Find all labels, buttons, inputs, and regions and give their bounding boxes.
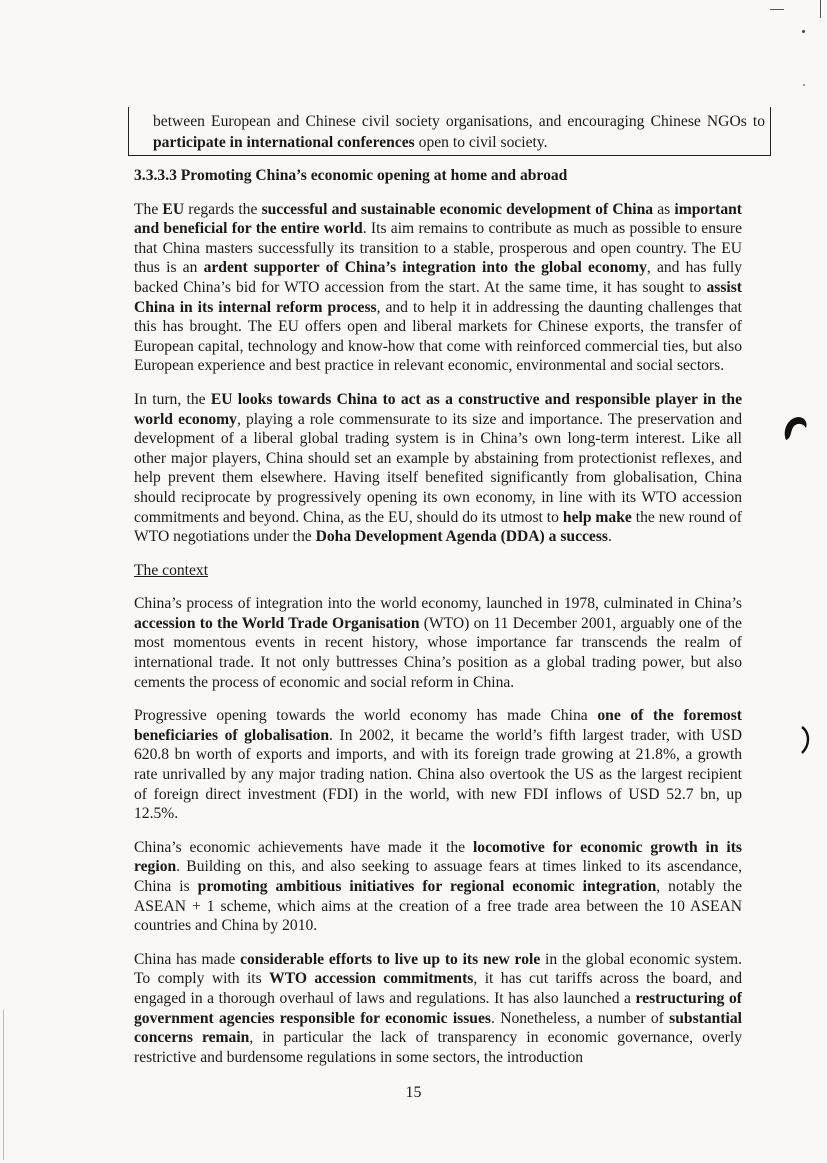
binder-hole-icon: [798, 725, 814, 755]
speck-icon: [803, 84, 805, 86]
paragraph: China’s economic achievements have made it the locomotive for economic growth in its region. Building on this, and also seeking to assuage fears at times linked to its ascendance, China is promoting ambitious initiatives for regional economic integration, notably the ASEAN + 1 scheme, which aims at the creation of a free trade area between the 10 ASEAN countries and China by 2010.: [134, 838, 742, 935]
paragraph: Progressive opening towards the world economy has made China one of the foremost beneficiaries of globalisation. In 2002, it became the world’s fifth largest trader, with USD 620.8 bn worth of exports and imports, and with its foreign trade growing at 21.8%, a growth rate unrivalled by any major trading nation. China also overtook the US as the largest recipient of foreign direct investment (FDI) in the world, with new FDI inflows of USD 52.7 bn, up 12.5%.: [134, 707, 742, 823]
section-heading: 3.3.3.3 Promoting China’s economic opening at home and abroad: [134, 167, 568, 184]
paragraph: The EU regards the successful and sustainable economic development of China as important and beneficial for the entire world. Its aim remains to contribute as much as possible to ensure that China masters successfully its transition to a stable, prosperous and open country. The EU thus is an ardent supporter of China’s integration into the global economy, and has fully backed China’s bid for WTO accession from the start. At the same time, it has sought to assist China in its internal reform process, and to help it in addressing the daunting challenges that this has brought. The EU offers open and liberal markets for Chinese exports, the transfer of European capital, technology and know-how that come with reinforced commercial ties, but also European experience and best practice in relevant economic, environmental and social sectors.: [134, 200, 742, 375]
binder-hole-icon: [780, 414, 810, 446]
page-number: 15: [405, 1084, 422, 1101]
boxed-text-continuation: between European and Chinese civil society organisations, and encouraging Chinese NGOs to participate in international conferences open to civil society.: [128, 107, 771, 156]
speck-icon: [802, 30, 805, 33]
paragraph: In turn, the EU looks towards China to act as a constructive and responsible player in the world economy, playing a role commensurate to its size and importance. The preservation and development of a liberal global trading system is in China’s own long-term interest. Like all other major players, China should set an example by abstaining from protectionist reflexes, and help prevent them elsewhere. Having itself benefited significantly from globalisation, China should reciprocate by progressively opening its own economy, in line with its WTO accession commitments and beyond. China, as the EU, should do its utmost to help make the new round of WTO negotiations under the Doha Development Agenda (DDA) a success.: [134, 390, 742, 546]
scan-edge-line: [820, 0, 821, 18]
scan-edge-line: [770, 9, 784, 10]
paragraph: China has made considerable efforts to live up to its new role in the global economic system. To comply with its WTO accession commitments, it has cut tariffs across the board, and engaged in a thorough overhaul of laws and regulations. It has also launched a restructuring of government agencies responsible for economic issues. Nonetheless, a number of substantial concerns remain, in particular the lack of transparency in economic governance, overly restrictive and burdensome regulations in some sectors, the introduction: [134, 950, 742, 1066]
subheading: The context: [134, 561, 209, 579]
main-content: [134, 166, 742, 1081]
paragraph: China’s process of integration into the world economy, launched in 1978, culminated in China’s accession to the World Trade Organisation (WTO) on 11 December 2001, arguably one of the most momentous events in recent history, whose importance far transcends the realm of international trade. It not only buttresses China’s position as a global trading power, but also cements the process of economic and social reform in China.: [134, 595, 742, 691]
